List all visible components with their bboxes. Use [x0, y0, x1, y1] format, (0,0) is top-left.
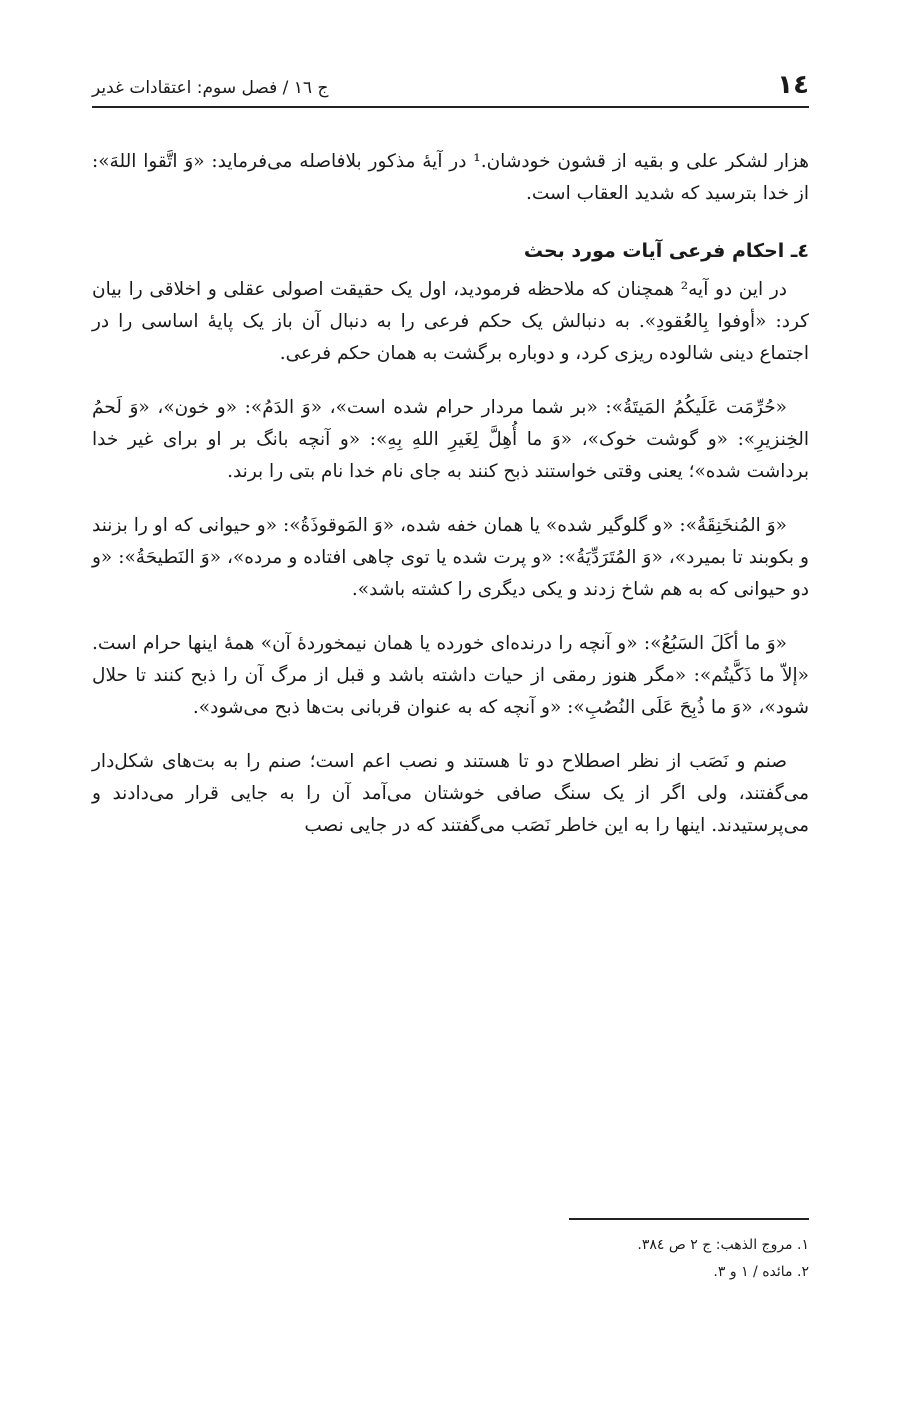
footnote-1: ١. مروج الذهب: ج ٢ ص ٣٨٤.	[637, 1237, 809, 1253]
page-number: ١٤	[777, 70, 809, 100]
paragraph-verse-3: «وَ ما أکَلَ السَبُعُ»: «و آنچه را درنده‌ای خورده یا همان نیمخوردهٔ آن» همهٔ اینها حرام است. «إلاّ ما ذَکَّیتُم»: «مگر هنوز رمقی از حیات داشته باشد و قبل از مرگ آن را ذبح کنند تا حلال شود»، «وَ ما ذُبِحَ عَلَی النُصُبِ»: «و آنچه که به عنوان قربانی بت‌ها ذبح می‌شود».	[92, 633, 809, 718]
paragraph-intro: در این دو آیه² همچنان که ملاحظه فرمودید، اول یک حقیقت اصولی عقلی و اخلاقی را بیان کرد: «أوفوا بِالعُقودِ». به دنبالش یک حکم فرعی را به دنبال آن باز یک پایهٔ اساسی را در اجتماع دینی شالوده ریزی کرد، و دوباره برگشت به همان حکم فرعی.	[92, 279, 809, 364]
paragraph-verse-1: «حُرِّمَت عَلَیکُمُ المَیتَةُ»: «بر شما مردار حرام شده است»، «وَ الدَمُ»: «و خون»، «وَ لَحمُ الخِنزیرِ»: «و گوشت خوک»، «وَ ما أُهِلَّ لِغَیرِ اللهِ بِهِ»: «و آنچه بانگ بر او برای غیر خدا برداشت شده»؛ یعنی وقتی خواستند ذبح کنند به جای نام خدا نام بتی را برند.	[92, 397, 809, 482]
footnote-divider	[569, 1218, 809, 1220]
running-head	[92, 60, 809, 108]
paragraph-explanation: صنم و نَصَب از نظر اصطلاح دو تا هستند و نصب اعم است؛ صنم را به بت‌های شکل‌دار می‌گفتند، ولی اگر از یک سنگ صافی خوشتان می‌آمد آن را به جایی قرار می‌دادند و می‌پرستیدند. اینها را به این خاطر نَصَب می‌گفتند که در جایی نصب	[92, 751, 809, 836]
footnote-2: ٢. مائده / ١ و ٣.	[713, 1264, 809, 1280]
paragraph-continuation: هزار لشکر علی و بقیه از قشون خودشان.¹ در آیهٔ مذکور بلافاصله می‌فرماید: «وَ اتَّقوا اللهَ»: از خدا بترسید که شدید العقاب است.	[92, 151, 810, 204]
running-title: ج ١٦ / فصل سوم: اعتقادات غدیر	[92, 78, 329, 98]
section-heading: ٤ـ احکام فرعی آیات مورد بحث	[523, 240, 809, 262]
footnotes	[92, 1218, 809, 1286]
body-text	[92, 146, 809, 842]
paragraph-verse-2: «وَ المُنخَنِقَةُ»: «و گلوگیر شده» یا همان خفه شده، «وَ المَوقوذَةُ»: «و حیوانی که او را بزنند و بکوبند تا بمیرد»، «وَ المُتَرَدِّیَةُ»: «و پرت شده یا توی چاهی افتاده و مرده»، «وَ النَطیحَةُ»: «و دو حیوانی که به هم شاخ زدند و یکی دیگری را کشته باشد».	[92, 515, 809, 600]
page	[92, 60, 809, 864]
